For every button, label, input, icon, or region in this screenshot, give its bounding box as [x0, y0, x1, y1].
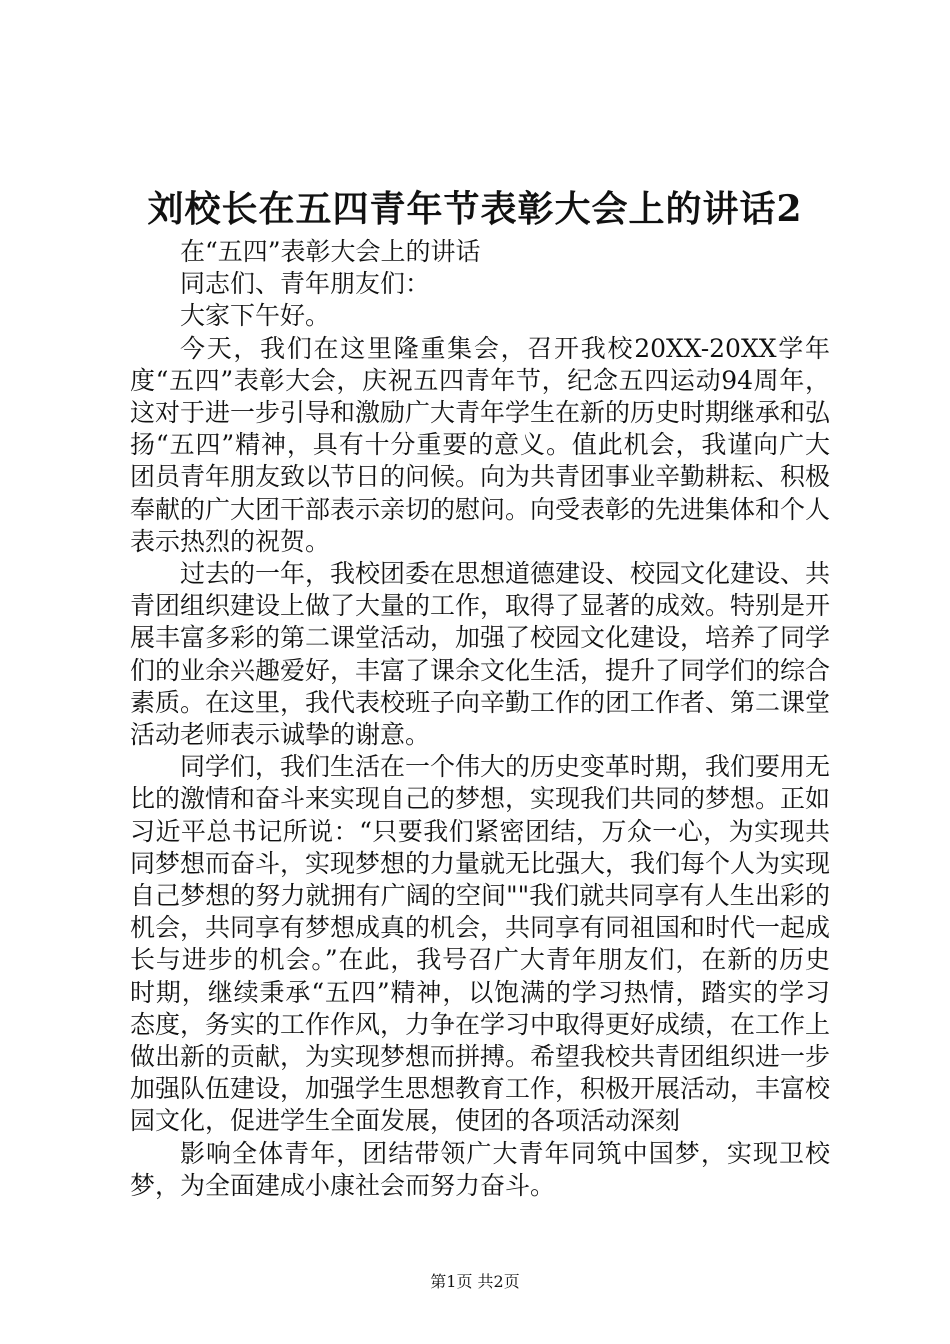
- paragraph-body: 今天，我们在这里隆重集会，召开我校20XX-20XX学年度“五四”表彰大会，庆祝五四青年节，纪念五四运动94周年，这对于进一步引导和激励广大青年学生在新的历史时期继承和弘扬“五四”精神，具有十分重要的意义。值此机会，我谨向广大团员青年朋友致以节日的问候。向为共青团事业辛勤耕耘、积极奉献的广大团干部表示亲切的慰问。向受表彰的先进集体和个人表示热烈的祝贺。: [130, 333, 831, 556]
- paragraph-heading: 在“五四”表彰大会上的讲话: [180, 237, 481, 266]
- paragraph-greeting: 大家下午好。: [180, 301, 331, 331]
- paragraph-salutation: 同志们、青年朋友们：: [180, 269, 431, 299]
- paragraph-body: 同学们，我们生活在一个伟大的历史变革时期，我们要用无比的激情和奋斗来实现自己的梦想，实现我们共同的梦想。正如习近平总书记所说：“只要我们紧密团结，万众一心，为实现共同梦想而奋斗，实现梦想的力量就无比强大，我们每个人为实现自己梦想的努力就拥有广阔的空间""我们就共同享有人生出彩的机会，共同享有梦想成真的机会，共同享有同祖国和时代一起成长与进步的机会。”在此，我号召广大青年朋友们，在新的历史时期，继续秉承“五四”精神，以饱满的学习热情，踏实的学习态度，务实的工作作风，力争在学习中取得更好成绩，在工作上做出新的贡献，为实现梦想而拼搏。希望我校共青团组织进一步加强队伍建设，加强学生思想教育工作，积极开展活动，丰富校园文化，促进学生全面发展，使团的各项活动深刻: [130, 752, 831, 1136]
- document-title: 刘校长在五四青年节表彰大会上的讲话2: [147, 188, 803, 230]
- paragraph-body: 过去的一年，我校团委在思想道德建设、校园文化建设、共青团组织建设上做了大量的工作，取得了显著的成效。特别是开展丰富多彩的第二课堂活动，加强了校园文化建设，培养了同学们的业余兴趣爱好，丰富了课余文化生活，提升了同学们的综合素质。在这里，我代表校班子向辛勤工作的团工作者、第二课堂活动老师表示诚挚的谢意。: [130, 559, 831, 750]
- paragraph-body: 影响全体青年，团结带领广大青年同筑中国梦，实现卫校梦，为全面建成小康社会而努力奋斗。: [130, 1138, 830, 1200]
- document-body: [130, 236, 830, 1202]
- page-number-footer: 第1页 共2页: [430, 1272, 520, 1291]
